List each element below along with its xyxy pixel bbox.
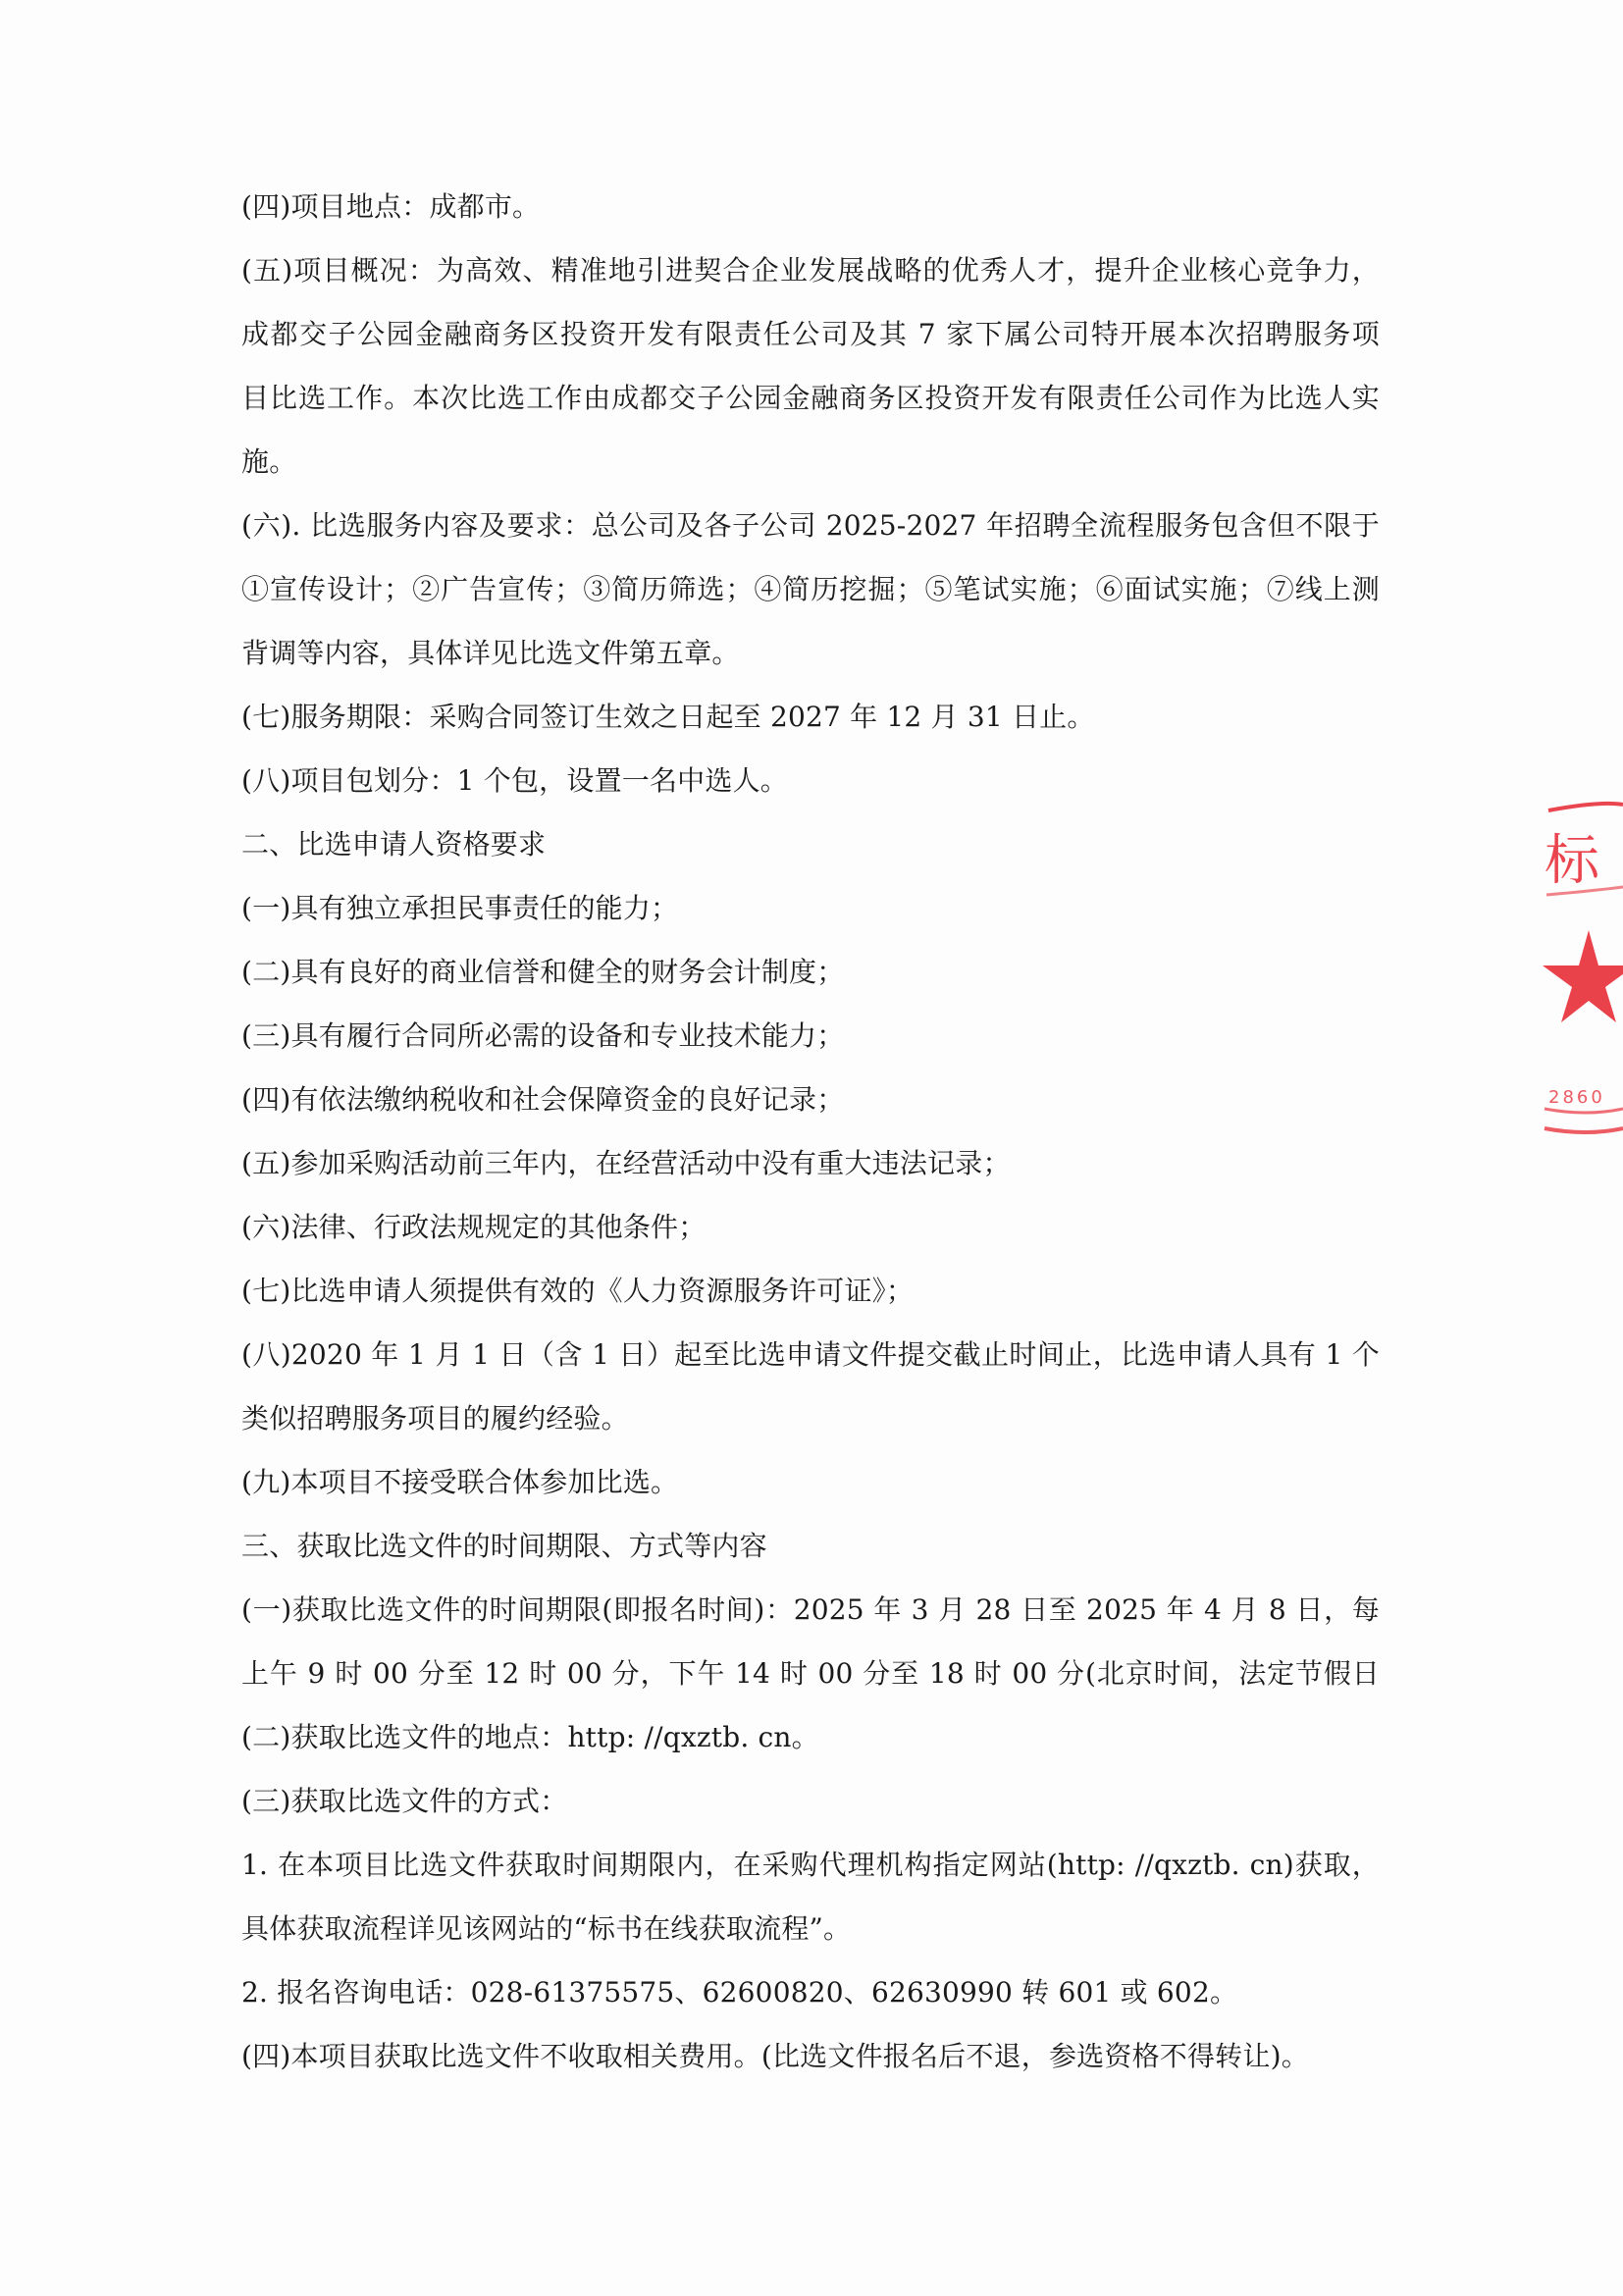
text-line: (六)法律、行政法规规定的其他条件； (241, 1211, 707, 1243)
text-line: (七)服务期限：采购合同签订生效之日起至 2027 年 12 月 31 日止。 (241, 701, 1095, 733)
text-line: (四)有依法缴纳税收和社会保障资金的良好记录； (241, 1083, 845, 1116)
text-line: (一)具有独立承担民事责任的能力； (241, 892, 679, 924)
text-line: 2. 报名咨询电话：028-61375575、62600820、62630990 转 601 或 602。 (241, 1976, 1238, 2009)
text-line: (七)比选申请人须提供有效的《人力资源服务许可证》； (241, 1275, 915, 1307)
text-line: (八)项目包划分：1 个包，设置一名中选人。 (241, 764, 788, 797)
text-line: (九)本项目不接受联合体参加比选。 (241, 1466, 679, 1498)
text-line: (八)2020 年 1 月 1 日（含 1 日）起至比选申请文件提交截止时间止，比选申请人具有 1 个 (241, 1338, 1380, 1371)
seal-number: 2860 (1548, 1087, 1605, 1108)
text-line: 1. 在本项目比选文件获取时间期限内，在采购代理机构指定网站(http: //qxztb. cn)获取， (241, 1849, 1380, 1881)
text-line: (五)项目概况：为高效、精准地引进契合企业发展战略的优秀人才，提升企业核心竞争力， (241, 254, 1380, 287)
text-line: 类似招聘服务项目的履约经验。 (241, 1402, 629, 1435)
section-heading: 二、比选申请人资格要求 (241, 828, 547, 861)
text-line: 具体获取流程详见该网站的“标书在线获取流程”。 (241, 1912, 852, 1945)
text-line: (一)获取比选文件的时间期限(即报名时间)：2025 年 3 月 28 日至 2025 年 4 月 8 日，每 (241, 1593, 1380, 1626)
section-heading: 三、获取比选文件的时间期限、方式等内容 (241, 1530, 767, 1562)
text-line: (三)具有履行合同所必需的设备和专业技术能力； (241, 1019, 845, 1052)
text-line: 背调等内容，具体详见比选文件第五章。 (241, 637, 740, 669)
text-line: (六). 比选服务内容及要求：总公司及各子公司 2025-2027 年招聘全流程服务包含但不限于 (241, 509, 1380, 542)
text-line: 成都交子公园金融商务区投资开发有限责任公司及其 7 家下属公司特开展本次招聘服务项 (241, 318, 1380, 350)
text-line: 施。 (241, 445, 297, 478)
official-seal-fragment (1543, 797, 1623, 1140)
text-line: 目比选工作。本次比选工作由成都交子公园金融商务区投资开发有限责任公司作为比选人实 (241, 382, 1380, 414)
text-line: (四)项目地点：成都市。 (241, 190, 541, 223)
text-line: (二)获取比选文件的地点：http: //qxztb. cn。 (241, 1721, 819, 1753)
text-line: ①宣传设计；②广告宣传；③简历筛选；④简历挖掘；⑤笔试实施；⑥面试实施；⑦线上测 (241, 573, 1380, 605)
text-line: (五)参加采购活动前三年内，在经营活动中没有重大违法记录； (241, 1147, 1011, 1179)
text-line: 上午 9 时 00 分至 12 时 00 分，下午 14 时 00 分至 18 时 00 分(北京时间，法定节假日 (241, 1657, 1380, 1690)
text-line: (二)具有良好的商业信誉和健全的财务会计制度； (241, 956, 845, 988)
seal-character: 标 (1544, 829, 1599, 893)
text-line: (三)获取比选文件的方式： (241, 1785, 568, 1817)
document-body (241, 175, 1380, 2088)
seal-icon (1543, 797, 1623, 1140)
text-line: (四)本项目获取比选文件不收取相关费用。(比选文件报名后不退，参选资格不得转让)。 (241, 2040, 1309, 2072)
